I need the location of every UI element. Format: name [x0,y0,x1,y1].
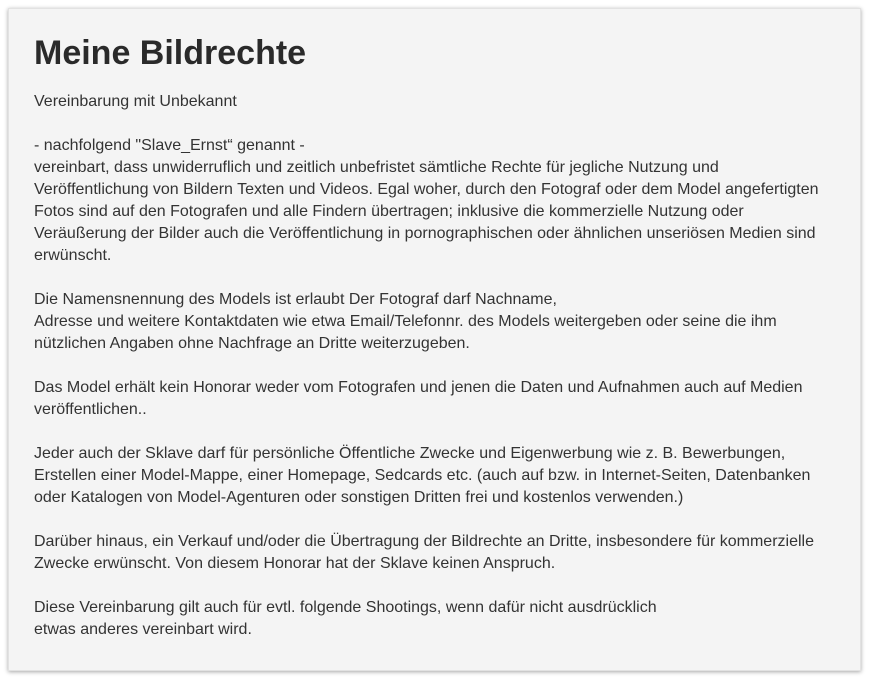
content-card [8,8,861,671]
text-line: oder Katalogen von Model-Agenturen oder sonstigen Dritten frei und kostenlos verwenden.) [34,489,684,506]
text-line: Veräußerung der Bilder auch die Veröffentlichung in pornographischen oder ähnlichen unseriösen Medien sind [34,225,816,242]
text-line: Erstellen einer Model-Mappe, einer Homepage, Sedcards etc. (auch auf bzw. in Internet-Seiten, Datenbanken [34,467,811,484]
paragraph-sale [34,531,838,575]
page-title: Meine Bildrechte [34,34,307,72]
text-line: Die Namensnennung des Models ist erlaubt Der Fotograf darf Nachname, [34,291,557,308]
text-line: Zwecke erwünscht. Von diesem Honorar hat der Sklave keinen Anspruch. [34,555,556,572]
paragraph-name-disclosure [34,289,838,355]
text-line: Veröffentlichung von Bildern Texten und Videos. Egal woher, durch den Fotograf oder dem Model angefertigten [34,181,819,198]
text-line: Diese Vereinbarung gilt auch für evtl. folgende Shootings, wenn dafür nicht ausdrücklich [34,599,657,616]
text-line: - nachfolgend "Slave_Ernst“ genannt - [34,137,305,154]
text-line: veröffentlichen.. [34,401,147,418]
paragraph-intro [34,91,838,113]
text-line: Darüber hinaus, ein Verkauf und/oder die Übertragung der Bildrechte an Dritte, insbesondere für kommerzielle [34,533,814,550]
text-line: Jeder auch der Sklave darf für persönliche Öffentliche Zwecke und Eigenwerbung wie z. B. Bewerbungen, [34,445,786,462]
text-line: Vereinbarung mit Unbekannt [34,93,237,110]
text-line: Adresse und weitere Kontaktdaten wie etwa Email/Telefonnr. des Models weitergeben oder seine die ihm [34,313,777,330]
text-line: nützlichen Angaben ohne Nachfrage an Dritte weiterzugeben. [34,335,470,352]
text-line: Fotos sind auf den Fotografen und alle Findern übertragen; inklusive die kommerzielle Nutzung oder [34,203,744,220]
text-line: erwünscht. [34,247,112,264]
text-line: Das Model erhält kein Honorar weder vom Fotografen und jenen die Daten und Aufnahmen auch auf Medien [34,379,803,396]
text-line: etwas anderes vereinbart wird. [34,621,252,638]
paragraph-usage [34,443,838,509]
paragraph-honorarium [34,377,838,421]
paragraph-validity [34,597,838,641]
text-line: vereinbart, dass unwiderruflich und zeitlich unbefristet sämtliche Rechte für jegliche Nutzung und [34,159,719,176]
paragraph-rights-transfer [34,135,838,267]
